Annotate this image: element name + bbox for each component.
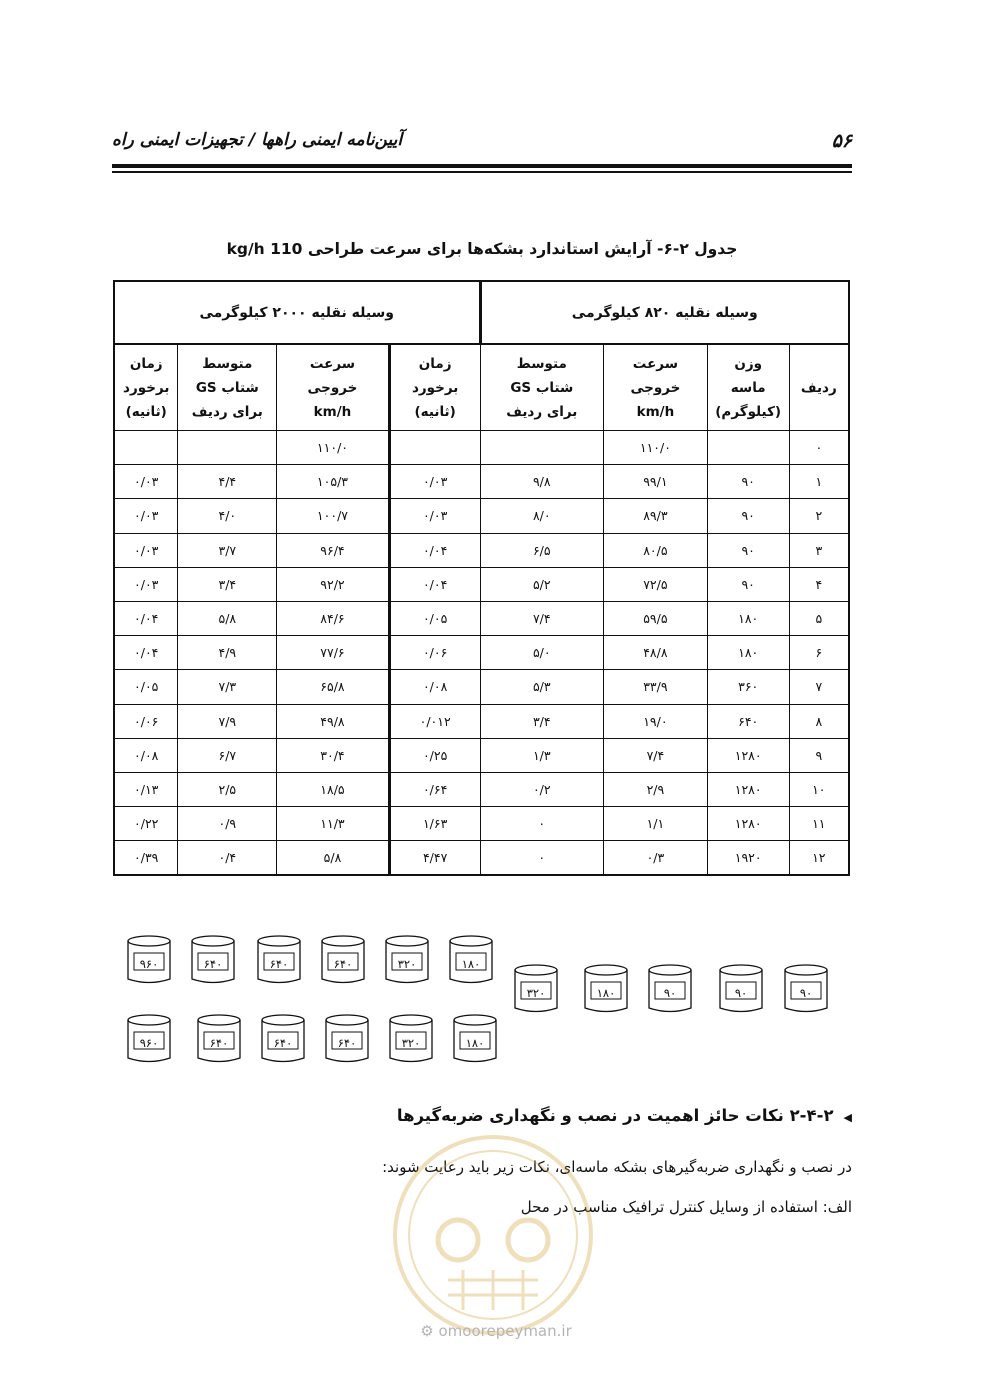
table-cell: ۵/۸ (277, 841, 390, 876)
table-cell: ۷/۳ (178, 670, 277, 704)
table-cell: ۹۹/۱ (604, 465, 708, 499)
table-cell: ۰/۰۴ (389, 567, 480, 601)
group-header-2000: وسیله نقلیه ۲۰۰۰ کیلوگرمی (114, 281, 480, 344)
table-cell: ۹۰ (707, 465, 789, 499)
header-line: برای ردیف (506, 403, 578, 420)
barrel-weight-label: ۶۴۰ (273, 1036, 293, 1050)
barrel-weight-label: ۹۶۰ (139, 957, 159, 971)
header-line: سرعت (632, 355, 678, 372)
table-row (114, 431, 849, 465)
table-cell (178, 431, 277, 465)
table-cell: ۰ (480, 807, 604, 841)
table-cell: ۵۹/۵ (604, 601, 708, 635)
column-header-row-number (789, 344, 849, 431)
table-cell: ۷۷/۶ (277, 636, 390, 670)
header-line: km/h (313, 403, 352, 420)
table-cell: ۹۲/۲ (277, 567, 390, 601)
table-cell: ۱۱۰/۰ (604, 431, 708, 465)
table-cell: ۷۲/۵ (604, 567, 708, 601)
table-cell: ۱۲۸۰ (707, 772, 789, 806)
section-heading (397, 1106, 852, 1125)
table-row (114, 670, 849, 704)
barrel-weight-label: ۳۲۰ (526, 986, 546, 1000)
barrel-weight-label: ۳۲۰ (397, 957, 417, 971)
header-line: برای ردیف (191, 403, 263, 420)
table-cell: ۳۰/۴ (277, 738, 390, 772)
sand-barrel (196, 1013, 242, 1065)
table-cell: ۱۸/۵ (277, 772, 390, 806)
table-cell: ۶ (789, 636, 849, 670)
table-cell: ۹/۸ (480, 465, 604, 499)
header-line: زمان (129, 355, 163, 372)
table-cell: ۱۰۰/۷ (277, 499, 390, 533)
table-cell: ۵/۲ (480, 567, 604, 601)
page-header (112, 126, 852, 166)
table-cell: ۰/۰۴ (114, 636, 178, 670)
table-cell: ۰/۰۱۲ (389, 704, 480, 738)
page-number: ۵۶ (831, 130, 852, 152)
sand-barrel (324, 1013, 370, 1065)
sand-barrel (126, 934, 172, 986)
table-caption: جدول ۲-۶- آرایش استاندارد بشکه‌ها برای سرعت طراحی 110 kg/h (226, 240, 738, 258)
section-heading-text: ۲-۴-۲ نکات حائز اهمیت در نصب و نگهداری ضربه‌گیرها (396, 1106, 834, 1125)
table-cell (389, 431, 480, 465)
table-row (114, 567, 849, 601)
header-line: برخورد (123, 379, 170, 396)
table-cell: ۱۸۰ (707, 636, 789, 670)
table-cell: ۶۴۰ (707, 704, 789, 738)
table-cell: ۶/۷ (178, 738, 277, 772)
table-cell: ۸/۰ (480, 499, 604, 533)
table-cell: ۴/۴۷ (389, 841, 480, 876)
column-header-sand-weight (707, 344, 789, 431)
header-line: سرعت (309, 355, 356, 372)
barrel-weight-label: ۶۴۰ (203, 957, 223, 971)
list-item-a: الف: استفاده از وسایل کنترل ترافیک مناسب در محل (520, 1198, 852, 1216)
table-cell: ۱/۶۳ (389, 807, 480, 841)
sand-barrel (388, 1013, 434, 1065)
table-cell: ۹۶/۴ (277, 533, 390, 567)
table-row (114, 772, 849, 806)
table-cell: ۱۹/۰ (604, 704, 708, 738)
header-line: خروجی (307, 379, 358, 396)
column-header-exit-speed-820 (604, 344, 708, 431)
table-cell: ۰/۰۶ (389, 636, 480, 670)
column-header-avg-gs-820 (480, 344, 604, 431)
table-row (114, 636, 849, 670)
table-cell: ۴/۹ (178, 636, 277, 670)
table-cell: ۱۲۸۰ (707, 807, 789, 841)
header-rule-thin (112, 171, 852, 173)
barrel-weight-label: ۱۸۰ (596, 986, 616, 1000)
table-cell: ۱۹۲۰ (707, 841, 789, 876)
table-cell: ۱ (789, 465, 849, 499)
table-cell: ۰/۱۳ (114, 772, 178, 806)
header-line: (کیلوگرم) (715, 403, 782, 420)
table-cell: ۰/۲۲ (114, 807, 178, 841)
header-rule-thick (112, 164, 852, 168)
footer-website: ⚙ omoorepeyman.ir (420, 1322, 572, 1340)
table-cell: ۵/۳ (480, 670, 604, 704)
table-cell: ۰/۶۴ (389, 772, 480, 806)
table-cell: ۳/۷ (178, 533, 277, 567)
sand-barrel (190, 934, 236, 986)
table-cell: ۸۰/۵ (604, 533, 708, 567)
table-row (114, 601, 849, 635)
table-cell: ۵/۰ (480, 636, 604, 670)
table-cell: ۰/۰۶ (114, 704, 178, 738)
column-header-exit-speed-2000 (277, 344, 390, 431)
table-cell: ۸۹/۳ (604, 499, 708, 533)
table-cell: ۰/۰۳ (114, 567, 178, 601)
header-line: ردیف (800, 379, 837, 396)
table-cell: ۰/۰۵ (389, 601, 480, 635)
table-cell: ۱۲۸۰ (707, 738, 789, 772)
sand-barrel (260, 1013, 306, 1065)
column-header-avg-gs-2000 (178, 344, 277, 431)
sand-barrel (320, 934, 366, 986)
header-line: برخورد (411, 379, 459, 396)
sand-barrel (452, 1013, 498, 1065)
sand-barrel (448, 934, 494, 986)
table-cell: ۰/۹ (178, 807, 277, 841)
header-line: ماسه (730, 379, 766, 396)
table-cell: ۹ (789, 738, 849, 772)
table-cell: ۰/۴ (178, 841, 277, 876)
table-cell: ۰/۰۴ (389, 533, 480, 567)
book-title: آیین‌نامه ایمنی راهها / تجهیزات ایمنی راه (112, 130, 403, 150)
table-cell (480, 431, 604, 465)
table-cell: ۰ (480, 841, 604, 876)
table-cell: ۴ (789, 567, 849, 601)
header-line: متوسط (516, 355, 567, 372)
header-line: زمان (418, 355, 452, 372)
table-cell: ۱۱۰/۰ (277, 431, 390, 465)
sand-barrel (126, 1013, 172, 1065)
table-cell: ۵/۸ (178, 601, 277, 635)
watermark-seal-logo (388, 1130, 598, 1340)
table-cell: ۱۰ (789, 772, 849, 806)
table-cell: ۶/۵ (480, 533, 604, 567)
column-header-impact-time-2000 (114, 344, 178, 431)
table-cell: ۱۱ (789, 807, 849, 841)
table-row (114, 704, 849, 738)
table-row (114, 499, 849, 533)
table-cell (707, 431, 789, 465)
header-line: شتاب GS (195, 379, 259, 396)
table-cell: ۱۲ (789, 841, 849, 876)
table-cell: ۰/۳ (604, 841, 708, 876)
table-cell: ۰/۰۳ (114, 465, 178, 499)
table-cell: ۴۹/۸ (277, 704, 390, 738)
sand-barrel (256, 934, 302, 986)
table-row (114, 738, 849, 772)
table-cell: ۰/۰۵ (114, 670, 178, 704)
table-cell: ۱/۱ (604, 807, 708, 841)
header-line: (ثانیه) (414, 403, 456, 420)
table-cell: ۰/۰۸ (114, 738, 178, 772)
column-header-impact-time-820 (389, 344, 480, 431)
table-cell: ۲ (789, 499, 849, 533)
barrel-weight-label: ۱۸۰ (461, 957, 481, 971)
sand-barrel (513, 963, 559, 1015)
header-line: km/h (636, 403, 675, 420)
table-cell: ۶۵/۸ (277, 670, 390, 704)
table-cell: ۰/۰۳ (114, 499, 178, 533)
table-cell: ۸۴/۶ (277, 601, 390, 635)
barrel-layout-diagram (120, 925, 840, 1065)
sand-barrel (647, 963, 693, 1015)
table-row (114, 465, 849, 499)
table-cell: ۳/۴ (480, 704, 604, 738)
sand-barrel (583, 963, 629, 1015)
bullet-triangle-icon: ◀ (843, 1111, 852, 1124)
barrel-weight-label: ۳۲۰ (401, 1036, 421, 1050)
header-line: شتاب GS (510, 379, 574, 396)
table-cell: ۰/۰۳ (114, 533, 178, 567)
table-cell: ۰/۰۳ (389, 499, 480, 533)
barrel-weight-label: ۶۴۰ (333, 957, 353, 971)
barrel-weight-label: ۶۴۰ (269, 957, 289, 971)
table-cell: ۰/۲ (480, 772, 604, 806)
footer-website-text: omoorepeyman.ir (438, 1322, 572, 1340)
table-cell: ۴/۴ (178, 465, 277, 499)
table-cell: ۴۸/۸ (604, 636, 708, 670)
barrel-weight-label: ۹۰ (663, 986, 677, 1000)
table-cell: ۳ (789, 533, 849, 567)
sand-barrel (384, 934, 430, 986)
table-cell: ۱/۳ (480, 738, 604, 772)
barrel-weight-label: ۶۴۰ (209, 1036, 229, 1050)
barrel-weight-label: ۶۴۰ (337, 1036, 357, 1050)
barrel-weight-label: ۹۶۰ (139, 1036, 159, 1050)
table-cell: ۷ (789, 670, 849, 704)
table-cell: ۱۱/۳ (277, 807, 390, 841)
table-cell: ۵ (789, 601, 849, 635)
barrel-arrangement-table (113, 280, 850, 876)
barrel-weight-label: ۱۸۰ (465, 1036, 485, 1050)
table-cell: ۴/۰ (178, 499, 277, 533)
table-cell: ۹۰ (707, 499, 789, 533)
table-cell: ۳۶۰ (707, 670, 789, 704)
table-cell: ۲/۹ (604, 772, 708, 806)
table-row (114, 533, 849, 567)
table-cell: ۱۸۰ (707, 601, 789, 635)
header-line: خروجی (630, 379, 681, 396)
table-cell: ۷/۴ (480, 601, 604, 635)
body-paragraph: در نصب و نگهداری ضربه‌گیرهای بشکه ماسه‌ای، نکات زیر باید رعایت شوند: (382, 1158, 852, 1176)
barrel-weight-label: ۹۰ (734, 986, 748, 1000)
sand-barrel (718, 963, 764, 1015)
table-cell: ۱۰۵/۳ (277, 465, 390, 499)
table-cell: ۸ (789, 704, 849, 738)
table-row (114, 841, 849, 876)
header-line: وزن (734, 355, 763, 372)
table-cell (114, 431, 178, 465)
sand-barrel (783, 963, 829, 1015)
table-cell: ۰/۰۴ (114, 601, 178, 635)
header-line: متوسط (202, 355, 253, 372)
table-cell: ۲/۵ (178, 772, 277, 806)
table-cell: ۰/۰۸ (389, 670, 480, 704)
table-cell: ۷/۴ (604, 738, 708, 772)
header-line: (ثانیه) (125, 403, 167, 420)
table-cell: ۹۰ (707, 533, 789, 567)
barrel-weight-label: ۹۰ (799, 986, 813, 1000)
table-cell: ۰ (789, 431, 849, 465)
table-cell: ۰/۳۹ (114, 841, 178, 876)
table-cell: ۳/۴ (178, 567, 277, 601)
table-cell: ۰/۰۳ (389, 465, 480, 499)
group-header-820: وسیله نقلیه ۸۲۰ کیلوگرمی (480, 281, 849, 344)
table-cell: ۰/۲۵ (389, 738, 480, 772)
table-cell: ۷/۹ (178, 704, 277, 738)
table-cell: ۳۳/۹ (604, 670, 708, 704)
table-row (114, 807, 849, 841)
table-cell: ۹۰ (707, 567, 789, 601)
